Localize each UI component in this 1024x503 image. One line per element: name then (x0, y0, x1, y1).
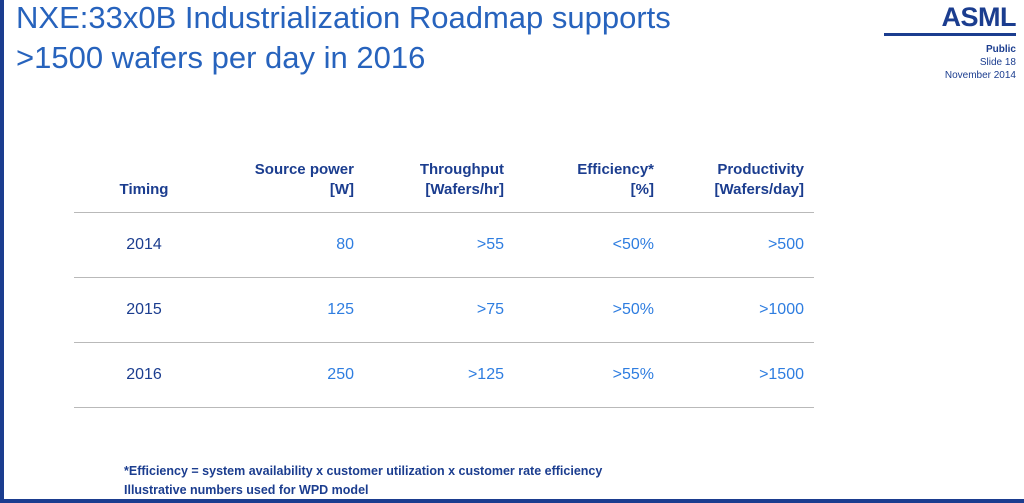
cell-efficiency: >55% (514, 343, 664, 408)
cell-timing: 2014 (74, 213, 214, 278)
table-header-row (74, 160, 814, 213)
table-header (74, 160, 814, 213)
column-header-throughput (364, 160, 514, 213)
column-header-productivity-label: Productivity (717, 161, 804, 178)
table-row (74, 213, 814, 278)
table-row (74, 343, 814, 408)
cell-efficiency: <50% (514, 213, 664, 278)
column-header-efficiency-unit: [%] (630, 181, 654, 198)
column-header-efficiency (514, 160, 664, 213)
slide-number: Slide 18 (979, 57, 1016, 68)
table-body (74, 213, 814, 408)
cell-timing: 2016 (74, 343, 214, 408)
footnote-illustrative-numbers: Illustrative numbers used for WPD model (124, 483, 369, 497)
column-header-throughput-unit: [Wafers/hr] (425, 181, 504, 198)
header-right (884, 0, 1024, 82)
page-title-line-1: NXE:33x0B Industrialization Roadmap supports (16, 0, 671, 35)
cell-productivity: >500 (664, 213, 814, 278)
page-title (16, 0, 816, 78)
cell-source-power: 80 (214, 213, 364, 278)
footnotes (124, 462, 602, 500)
cell-efficiency: >50% (514, 278, 664, 343)
cell-throughput: >55 (364, 213, 514, 278)
slide-date: November 2014 (944, 70, 1016, 81)
roadmap-table (74, 160, 814, 408)
cell-source-power: 250 (214, 343, 364, 408)
table-row (74, 278, 814, 343)
column-header-productivity-unit: [Wafers/day] (714, 181, 804, 198)
slide-meta (884, 43, 1016, 82)
cell-throughput: >75 (364, 278, 514, 343)
asml-logo: ASML (941, 2, 1016, 32)
column-header-throughput-label: Throughput (419, 161, 504, 178)
column-header-source-power-label: Source power (254, 161, 354, 178)
column-header-efficiency-label: Efficiency* (577, 161, 654, 178)
classification-label: Public (985, 44, 1016, 55)
cell-productivity: >1500 (664, 343, 814, 408)
data-table (74, 160, 814, 408)
logo-underline (884, 33, 1016, 36)
cell-timing: 2015 (74, 278, 214, 343)
page-title-line-2: >1500 wafers per day in 2016 (16, 40, 426, 75)
cell-throughput: >125 (364, 343, 514, 408)
column-header-source-power-unit: [W] (329, 181, 354, 198)
footnote-efficiency-definition: *Efficiency = system availability x customer utilization x customer rate efficiency (124, 464, 603, 478)
column-header-source-power (214, 160, 364, 213)
column-header-timing (74, 160, 214, 213)
column-header-productivity (664, 160, 814, 213)
cell-productivity: >1000 (664, 278, 814, 343)
column-header-timing-label: Timing (119, 181, 169, 198)
cell-source-power: 125 (214, 278, 364, 343)
